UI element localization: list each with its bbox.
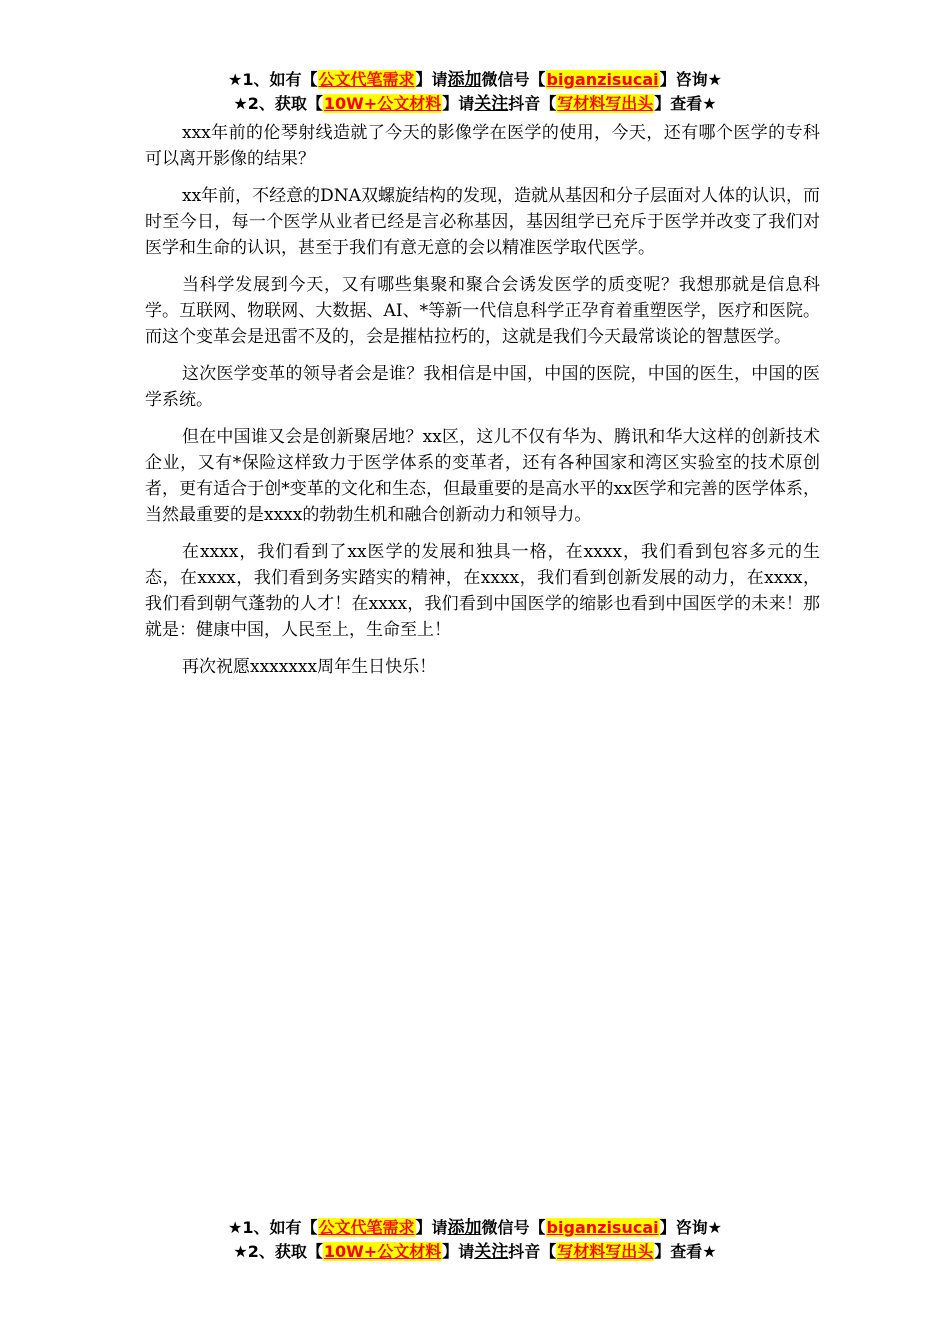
banner-text: ★1、如有【 bbox=[228, 1218, 318, 1237]
banner-text: 】请 bbox=[415, 1218, 448, 1237]
underline-add: 添加 bbox=[447, 70, 482, 90]
banner-line-1 bbox=[0, 1216, 950, 1240]
banner-line-2 bbox=[0, 1240, 950, 1264]
banner-text: ★1、如有【 bbox=[228, 70, 318, 89]
paragraph-5: 但在中国谁又会是创新聚居地？xx区，这儿不仅有华为、腾讯和华大这样的创新技术企业，又有*保险这样致力于医学体系的变革者，还有各种国家和湾区实验室的技术原创者，更有适合于创*变革的文化和生态，但最重要的是高水平的xx医学和完善的医学体系，当然最重要的是xxxx的勃勃生机和融合创新动力和领导力。 bbox=[145, 427, 820, 525]
underline-follow: 关注 bbox=[474, 94, 509, 114]
paragraph-1: xxx年前的伦琴射线造就了今天的影像学在医学的使用，今天，还有哪个医学的专科可以离开影像的结果？ bbox=[145, 123, 820, 169]
highlight-materials[interactable]: 10W+公文材料 bbox=[323, 1242, 442, 1261]
banner-text: 抖音【 bbox=[508, 94, 557, 113]
banner-text: 】查看★ bbox=[654, 94, 717, 113]
banner-line-2 bbox=[0, 92, 950, 116]
highlight-wechat-id[interactable]: biganzisucai bbox=[546, 70, 659, 89]
banner-text: 微信号【 bbox=[481, 1218, 546, 1237]
paragraph-4: 这次医学变革的领导者会是谁？我相信是中国，中国的医院，中国的医生，中国的医学系统。 bbox=[145, 364, 820, 410]
banner-text: 】请 bbox=[442, 1242, 475, 1261]
banner-text: 抖音【 bbox=[508, 1242, 557, 1261]
underline-add: 添加 bbox=[447, 1218, 482, 1238]
banner-text: 微信号【 bbox=[481, 70, 546, 89]
paragraph-6: 在xxxx，我们看到了xx医学的发展和独具一格，在xxxx，我们看到包容多元的生态，在xxxx，我们看到务实踏实的精神，在xxxx，我们看到创新发展的动力，在xxxx，我们看到朝气蓬勃的人才！在xxxx，我们看到中国医学的缩影也看到中国医学的未来！那就是：健康中国，人民至上，生命至上！ bbox=[145, 542, 820, 640]
highlight-materials[interactable]: 10W+公文材料 bbox=[323, 94, 442, 113]
paragraph-7: 再次祝愿xxxxxxx周年生日快乐！ bbox=[182, 657, 437, 677]
highlight-douyin-account[interactable]: 写材料写出头 bbox=[557, 1242, 654, 1261]
highlight-wechat-id[interactable]: biganzisucai bbox=[546, 1218, 659, 1237]
header-banner bbox=[0, 68, 950, 116]
banner-text: 】请 bbox=[442, 94, 475, 113]
banner-text: ★2、获取【 bbox=[233, 94, 323, 113]
highlight-service[interactable]: 公文代笔需求 bbox=[318, 70, 415, 89]
banner-text: ★2、获取【 bbox=[233, 1242, 323, 1261]
paragraph-2: xx年前，不经意的DNA双螺旋结构的发现，造就从基因和分子层面对人体的认识，而时至今日，每一个医学从业者已经是言必称基因，基因组学已充斥于医学并改变了我们对医学和生命的认识，甚至于我们有意无意的会以精准医学取代医学。 bbox=[145, 186, 820, 258]
banner-line-1 bbox=[0, 68, 950, 92]
banner-text: 】请 bbox=[415, 70, 448, 89]
banner-text: 】咨询★ bbox=[659, 70, 722, 89]
banner-text: 】查看★ bbox=[654, 1242, 717, 1261]
highlight-service[interactable]: 公文代笔需求 bbox=[318, 1218, 415, 1237]
document-body bbox=[145, 120, 820, 691]
paragraph-3: 当科学发展到今天，又有哪些集聚和聚合会诱发医学的质变呢？我想那就是信息科学。互联网、物联网、大数据、AI、*等新一代信息科学正孕育着重塑医学，医疗和医院。而这个变革会是迅雷不及的，会是摧枯拉朽的，这就是我们今天最常谈论的智慧医学。 bbox=[145, 275, 820, 347]
banner-text: 】咨询★ bbox=[659, 1218, 722, 1237]
underline-follow: 关注 bbox=[474, 1242, 509, 1262]
footer-banner bbox=[0, 1216, 950, 1264]
highlight-douyin-account[interactable]: 写材料写出头 bbox=[557, 94, 654, 113]
